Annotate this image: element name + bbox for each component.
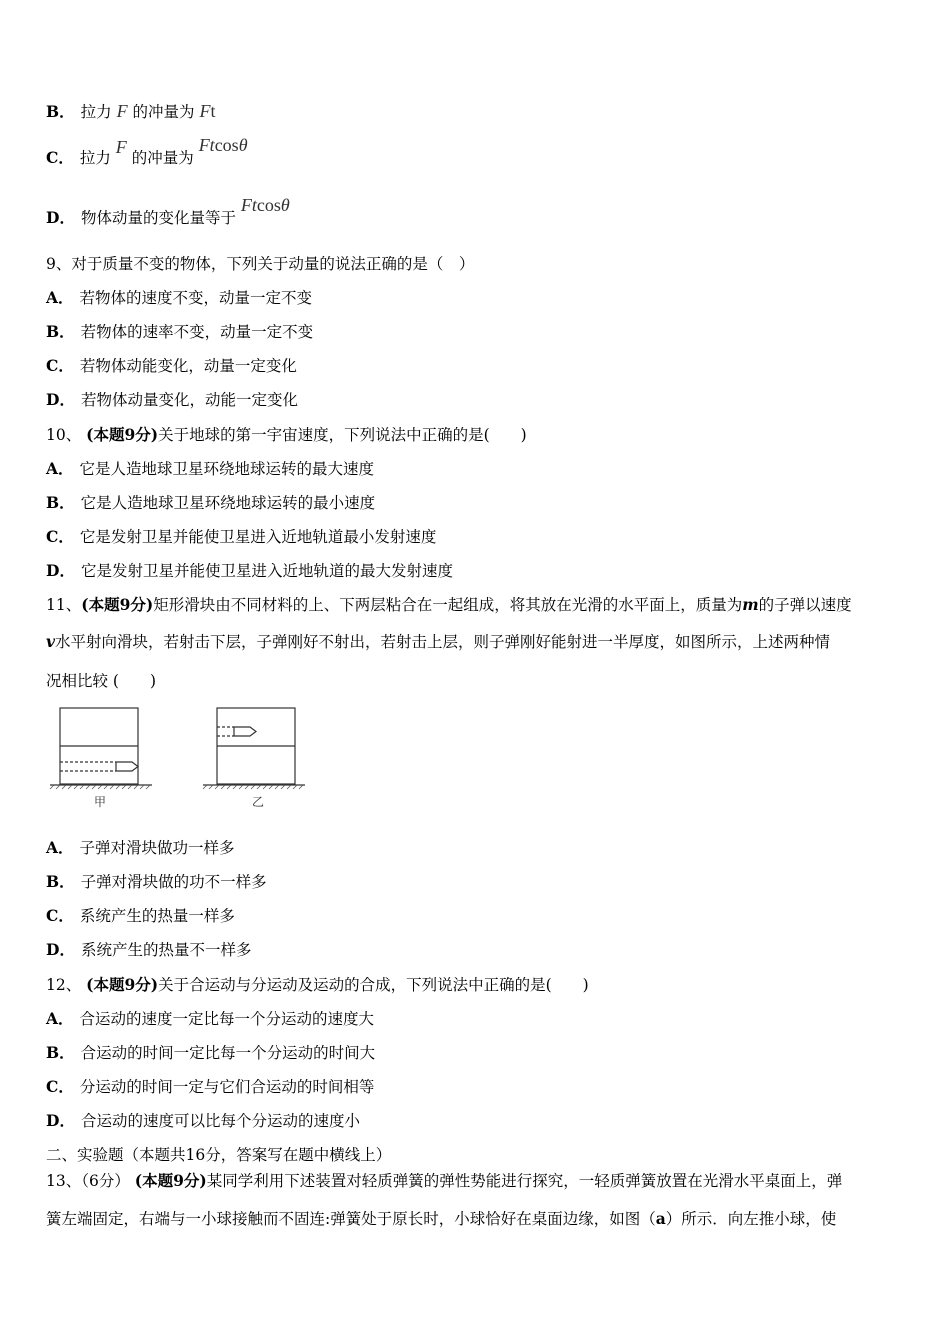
figure-label-right: 乙 (252, 795, 265, 809)
q8-option-c: C． 拉力 F 的冲量为 Ftcosθ (46, 135, 248, 167)
q9-option-a: A． 若物体的速度不变，动量一定不变 (46, 288, 313, 307)
math-var: F (115, 137, 127, 157)
math-expr: Ftcosθ (198, 135, 248, 155)
q12-option-d: D． 合运动的速度可以比每个分运动的速度小 (46, 1111, 360, 1130)
q10-option-d: D． 它是发射卫星并能使卫星进入近地轨道的最大发射速度 (46, 561, 453, 580)
q11-stem-line3: 况相比较 ( ) (46, 672, 157, 690)
q8-option-d: D． 物体动量的变化量等于 Ftcosθ (46, 195, 290, 227)
q12-option-c: C． 分运动的时间一定与它们合运动的时间相等 (46, 1077, 375, 1096)
q8-option-b: B． 拉力 F 的冲量为 Ft (46, 101, 216, 121)
math-expr: Ftcosθ (240, 195, 290, 215)
math-expr: Ft (199, 101, 216, 121)
q11-figure (48, 700, 318, 812)
section-title: 二、实验题（本题共16分，答案写在题中横线上） (46, 1146, 392, 1164)
q10-option-a: A． 它是人造地球卫星环绕地球运转的最大速度 (46, 459, 375, 478)
q9-option-c: C． 若物体动能变化，动量一定变化 (46, 356, 297, 375)
math-var: F (116, 101, 128, 121)
q12-stem: 12、 (本题9分)关于合运动与分运动及运动的合成，下列说法中正确的是( ) (46, 975, 589, 994)
option-label: C． (46, 148, 74, 167)
q9-stem: 9、对于质量不变的物体，下列关于动量的说法正确的是（ ） (46, 255, 475, 273)
q11-option-b: B． 子弹对滑块做的功不一样多 (46, 872, 267, 891)
q10-option-b: B． 它是人造地球卫星环绕地球运转的最小速度 (46, 493, 376, 512)
q11-option-a: A． 子弹对滑块做功一样多 (46, 838, 235, 857)
q9-option-b: B． 若物体的速率不变，动量一定不变 (46, 322, 314, 341)
option-label: B． (46, 102, 75, 121)
q11-stem-line2: v水平射向滑块，若射击下层，子弹刚好不射出，若射击上层，则子弹刚好能射进一半厚度，如图所示，上述两种情 (46, 632, 831, 651)
q12-option-a: A． 合运动的速度一定比每一个分运动的速度大 (46, 1009, 375, 1028)
q10-option-c: C． 它是发射卫星并能使卫星进入近地轨道最小发射速度 (46, 527, 437, 546)
q11-stem-line1: 11、(本题9分)矩形滑块由不同材料的上、下两层粘合在一起组成，将其放在光滑的水平面上，质量为m的子弹以速度 (46, 595, 852, 614)
q12-option-b: B． 合运动的时间一定比每一个分运动的时间大 (46, 1043, 376, 1062)
q10-stem: 10、 (本题9分)关于地球的第一宇宙速度，下列说法中正确的是( ) (46, 425, 527, 444)
figure-left-block (50, 708, 152, 785)
figure-label-left: 甲 (94, 795, 107, 809)
q13-stem-line1: 13、（6分） (本题9分)某同学利用下述装置对轻质弹簧的弹性势能进行探究，一轻质弹簧放置在光滑水平桌面上，弹 (46, 1171, 843, 1190)
q11-option-c: C． 系统产生的热量一样多 (46, 906, 235, 925)
option-label: D． (46, 208, 75, 227)
q13-stem-line2: 簧左端固定，右端与一小球接触而不固连:弹簧处于原长时，小球恰好在桌面边缘，如图（a）所示．向左推小球，使 (46, 1209, 837, 1228)
figure-right-block (203, 708, 305, 785)
q9-option-d: D． 若物体动量变化，动能一定变化 (46, 390, 298, 409)
q11-option-d: D． 系统产生的热量不一样多 (46, 940, 252, 959)
